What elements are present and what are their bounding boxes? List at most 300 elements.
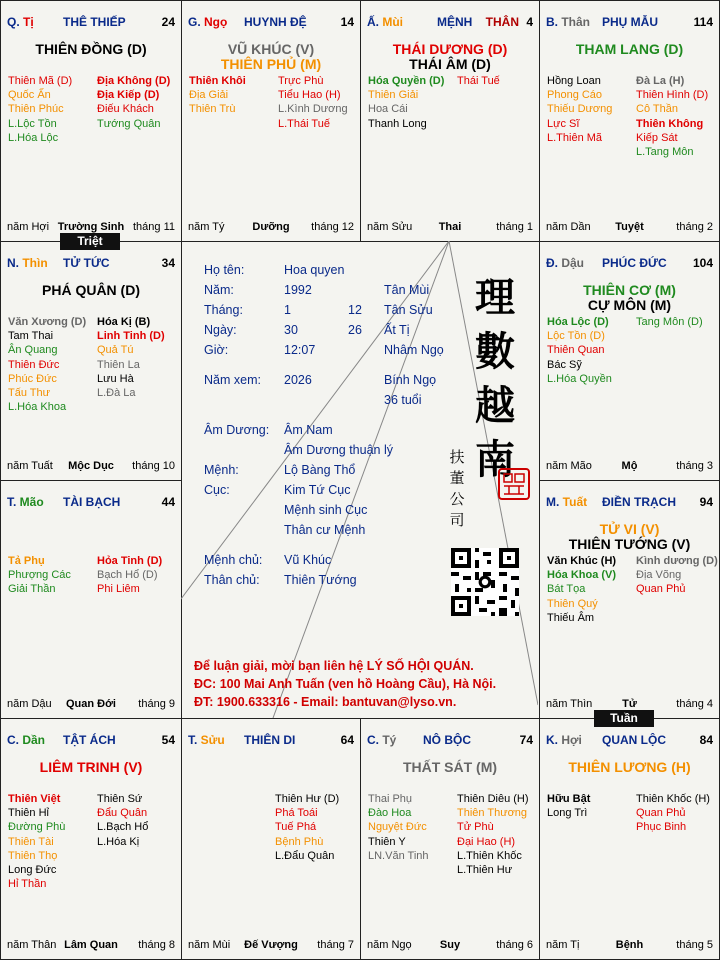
palace-name: QUAN LỘC xyxy=(602,733,666,747)
palace-chi: Hợi xyxy=(561,733,582,747)
minor-star: Giải Thần xyxy=(8,583,56,596)
truong-sinh-stage: Thai xyxy=(438,221,462,233)
minor-stars-right xyxy=(275,792,339,863)
minor-stars-left xyxy=(8,792,65,891)
minor-stars-left xyxy=(547,315,612,386)
minor-stars-left xyxy=(368,74,444,131)
minor-star: Đường Phù xyxy=(8,821,66,834)
minor-star: Bác Sỹ xyxy=(547,358,582,371)
minor-star: Thiếu Dương xyxy=(547,103,613,116)
palace-cell-suu[interactable] xyxy=(181,718,361,960)
truong-sinh-stage: Tuyệt xyxy=(615,221,644,233)
menh-chu-value: Vũ Khúc xyxy=(284,553,332,567)
minor-star: Phúc Đức xyxy=(8,372,57,385)
nam-xem-label: Năm xem: xyxy=(204,373,261,387)
nguyet-han-month: tháng 7 xyxy=(317,939,354,951)
minor-star: Hóa Khoa (V) xyxy=(547,569,617,582)
minor-star: Thiên Sứ xyxy=(97,793,143,805)
minor-stars-left xyxy=(368,792,429,863)
triet-tag: Triệt xyxy=(60,233,120,250)
palace-cell-hoi[interactable] xyxy=(539,718,720,960)
minor-star: L.Hóa Khoa xyxy=(8,401,67,414)
minor-star: Quan Phủ xyxy=(636,807,686,820)
palace-footer xyxy=(546,460,713,474)
minor-star: Kiếp Sát xyxy=(636,131,678,144)
minor-star: Thiên La xyxy=(97,358,140,371)
palace-dai-han-number: 4 xyxy=(526,15,533,29)
palace-can: C. xyxy=(7,733,23,747)
minor-star: Phượng Các xyxy=(8,569,71,582)
palace-chi: Thân xyxy=(561,15,591,29)
minor-star: Thiên Tài xyxy=(8,835,54,848)
minor-star: L.Đẩu Quân xyxy=(275,849,335,862)
minor-star: LN.Văn Tinh xyxy=(368,849,429,862)
palace-name: HUYNH ĐỆ xyxy=(244,15,307,29)
palace-can: C. xyxy=(367,733,383,747)
palace-dai-han-number: 94 xyxy=(699,495,713,509)
ngay-label: Ngày: xyxy=(204,323,237,337)
minor-star: Thiên Đức xyxy=(8,358,60,371)
major-star: PHÁ QUÂN (D) xyxy=(42,282,140,298)
minor-star: Thiên Phúc xyxy=(8,103,64,116)
palace-name: NÔ BỘC xyxy=(423,733,471,747)
minor-star: L.Lộc Tồn xyxy=(8,117,57,130)
ngay-value: 30 xyxy=(284,323,298,337)
minor-stars-right xyxy=(457,792,529,877)
tieu-han-year: năm Tị xyxy=(546,939,580,951)
minor-star: Thiên Thương xyxy=(457,807,528,820)
minor-stars-right xyxy=(278,74,348,131)
palace-footer xyxy=(367,939,533,953)
calligraphy-small xyxy=(447,447,467,531)
palace-can: B. xyxy=(546,15,562,29)
minor-stars-right xyxy=(636,74,708,159)
minor-star: L.Đà La xyxy=(97,387,136,400)
nguyet-han-month: tháng 3 xyxy=(676,460,713,472)
palace-footer xyxy=(367,221,533,235)
minor-star: Kình dương (D) xyxy=(636,555,718,567)
tuoi-value: 36 tuổi xyxy=(384,393,422,407)
minor-star: Lộc Tồn (D) xyxy=(547,330,605,343)
palace-dai-han-number: 24 xyxy=(161,15,175,29)
palace-chi: Tý xyxy=(382,733,397,747)
calligraphy-char-3: 越 xyxy=(475,382,515,429)
palace-name: TỬ TỨC xyxy=(63,256,110,270)
calligraphy-small-2: 董 xyxy=(449,469,465,487)
minor-star: Tử Phù xyxy=(457,821,494,834)
contact-line-1: Để luận giải, mời bạn liên hệ LÝ SỐ HỘI QUÁN. xyxy=(194,659,474,673)
minor-star: Tam Thai xyxy=(8,330,54,343)
tieu-han-year: năm Thân xyxy=(7,939,57,951)
minor-star: Hoa Cái xyxy=(368,103,408,116)
thang-value: 1 xyxy=(284,303,291,317)
cuc-relation: Mệnh sinh Cục xyxy=(284,503,368,517)
minor-star: Thiên Quý xyxy=(547,597,598,610)
palace-cell-ty[interactable] xyxy=(0,0,182,242)
palace-can: G. xyxy=(188,15,205,29)
nguyet-han-month: tháng 9 xyxy=(138,698,175,710)
tieu-han-year: năm Mùi xyxy=(188,939,231,951)
minor-stars-left xyxy=(547,74,612,145)
palace-header xyxy=(7,495,175,509)
minor-star: Văn Xương (D) xyxy=(8,316,87,328)
tieu-han-year: năm Ngọ xyxy=(367,939,412,951)
red-seal-stamp xyxy=(498,468,530,500)
palace-can: Q. xyxy=(7,15,24,29)
minor-star: Quả Tú xyxy=(97,344,134,357)
minor-star: Thiên Mã (D) xyxy=(8,75,73,87)
than-chu-value: Thiên Tướng xyxy=(284,573,357,587)
palace-can: M. xyxy=(546,495,563,509)
nguyet-han-month: tháng 8 xyxy=(138,939,175,951)
palace-name: THIÊN DI xyxy=(244,733,296,747)
palace-header xyxy=(7,733,175,747)
palace-header xyxy=(7,256,175,270)
palace-footer xyxy=(7,460,175,474)
minor-stars-right xyxy=(636,792,710,835)
palace-header xyxy=(546,495,713,509)
tieu-han-year: năm Dậu xyxy=(7,698,52,710)
nguyet-han-month: tháng 1 xyxy=(496,221,533,233)
tieu-han-year: năm Dần xyxy=(546,221,591,233)
minor-star: Tang Môn (D) xyxy=(636,316,703,328)
minor-stars-right xyxy=(97,792,148,849)
palace-footer xyxy=(7,698,175,712)
major-star: TỬ VI (V) xyxy=(599,521,660,537)
palace-cell-tuat[interactable] xyxy=(539,480,720,719)
minor-star: L.Hóa Quyền xyxy=(547,372,612,385)
palace-dai-han-number: 114 xyxy=(693,15,713,29)
minor-star: L.Bạch Hổ xyxy=(97,821,149,834)
nam-can-chi: Tân Mùi xyxy=(384,283,430,297)
palace-dai-han-number: 64 xyxy=(340,733,354,747)
center-info-panel xyxy=(181,241,538,718)
minor-star: Phong Cáo xyxy=(547,89,603,102)
major-star: THẤT SÁT (M) xyxy=(402,759,498,775)
palace-dai-han-number: 104 xyxy=(692,256,713,270)
minor-star: Thiếu Âm xyxy=(547,611,595,624)
calligraphy-small-4: 司 xyxy=(449,511,465,529)
major-star: LIÊM TRINH (V) xyxy=(39,759,143,775)
minor-star: Long Đức xyxy=(8,864,57,877)
minor-star: Linh Tinh (D) xyxy=(97,330,165,343)
minor-stars-right xyxy=(636,554,718,597)
am-duong-value: Âm Nam xyxy=(284,423,333,437)
palace-chi: Tuất xyxy=(562,495,588,509)
palace-header xyxy=(367,15,533,29)
minor-stars-left xyxy=(8,554,71,597)
minor-star: Hóa Lộc (D) xyxy=(547,316,609,328)
minor-star: Thiên Hư (D) xyxy=(275,793,340,805)
truong-sinh-stage: Dưỡng xyxy=(252,221,290,233)
major-star: THÁI DƯƠNG (D) xyxy=(392,41,508,57)
minor-star: Lưu Hà xyxy=(97,372,134,385)
minor-star: Thiên Thọ xyxy=(8,849,58,862)
palace-can: Ấ. xyxy=(367,15,383,29)
minor-star: Quốc Ấn xyxy=(8,89,51,102)
palace-chi: Tị xyxy=(23,15,34,29)
nam-xem-value: 2026 xyxy=(284,373,312,387)
minor-star: Long Trì xyxy=(547,807,588,820)
minor-star: Điếu Khách xyxy=(97,103,154,116)
nguyet-han-month: tháng 5 xyxy=(676,939,713,951)
minor-star: Đà La (H) xyxy=(636,75,685,87)
minor-star: Phục Binh xyxy=(636,821,687,834)
minor-star: Nguyệt Đức xyxy=(368,821,427,834)
ngay-can-chi: Ất Tị xyxy=(384,323,410,337)
palace-cell-mui[interactable] xyxy=(360,0,540,242)
palace-can: K. xyxy=(546,733,562,747)
palace-cell-thin[interactable] xyxy=(0,241,182,481)
palace-dai-han-number: 54 xyxy=(161,733,175,747)
ngay-am-value: 26 xyxy=(348,323,362,337)
palace-header xyxy=(188,733,354,747)
minor-star: Thiên Diêu (H) xyxy=(457,793,529,805)
minor-stars-right xyxy=(97,74,170,131)
minor-star: Hữu Bật xyxy=(547,793,591,805)
minor-star: Tấu Thư xyxy=(8,387,51,400)
major-star: THÁI ÂM (D) xyxy=(409,56,491,72)
major-star: THAM LANG (D) xyxy=(575,41,684,57)
minor-star: L.Thiên Hư xyxy=(457,864,513,877)
truong-sinh-stage: Mộ xyxy=(621,460,638,472)
minor-star: Bát Tọa xyxy=(547,583,586,596)
minor-star: L.Tang Môn xyxy=(636,146,694,159)
palace-cell-ty2[interactable] xyxy=(360,718,540,960)
palace-footer xyxy=(546,221,713,235)
palace-chi: Mùi xyxy=(382,15,404,29)
palace-header xyxy=(546,15,713,29)
minor-star: L.Hóa Lộc xyxy=(8,131,59,144)
nguyet-han-month: tháng 11 xyxy=(132,221,175,233)
calligraphy-char-2: 數 xyxy=(475,328,515,375)
minor-star: Thiên Hình (D) xyxy=(636,89,709,102)
minor-star: Hồng Loan xyxy=(547,75,601,87)
truong-sinh-stage: Lâm Quan xyxy=(64,939,118,951)
tieu-han-year: năm Hợi xyxy=(7,221,50,233)
palace-dai-han-number: 84 xyxy=(699,733,713,747)
tuan-tag: Tuần xyxy=(594,710,654,727)
truong-sinh-stage: Bệnh xyxy=(615,939,644,951)
ho-ten-value: Hoa quyen xyxy=(284,263,345,277)
nam-xem-can-chi: Bính Ngọ xyxy=(384,373,437,387)
minor-star: Phá Toái xyxy=(275,807,318,820)
palace-name: THÊ THIẾP xyxy=(63,15,126,29)
minor-star: L.Thiên Mã xyxy=(547,131,603,144)
palace-name: MỆNH xyxy=(437,15,473,29)
palace-header xyxy=(7,15,175,29)
truong-sinh-stage: Suy xyxy=(439,939,461,951)
palace-cell-mao[interactable] xyxy=(0,480,182,719)
contact-line-2: ĐC: 100 Mai Anh Tuấn (ven hồ Hoàng Cầu), Hà Nội. xyxy=(194,677,497,691)
qr-code xyxy=(451,548,519,616)
palace-dai-han-number: 14 xyxy=(340,15,354,29)
minor-star: Trực Phù xyxy=(278,75,324,87)
major-star: THIÊN CƠ (M) xyxy=(583,282,676,298)
tieu-han-year: năm Sửu xyxy=(367,221,413,233)
truong-sinh-stage: Quan Đới xyxy=(66,698,116,710)
am-duong-ly: Âm Dương thuận lý xyxy=(284,443,393,457)
palace-header xyxy=(367,733,533,747)
tieu-han-year: năm Tý xyxy=(188,221,225,233)
palace-dai-han-number: 44 xyxy=(161,495,175,509)
minor-star: Thiên Giải xyxy=(368,89,419,102)
minor-star: Bạch Hổ (D) xyxy=(97,569,158,582)
minor-star: Thiên Việt xyxy=(8,793,61,805)
minor-star: Đẩu Quân xyxy=(97,807,148,820)
palace-dai-han-number: 74 xyxy=(519,733,533,747)
palace-cell-ngo[interactable] xyxy=(181,0,361,242)
palace-footer xyxy=(188,221,354,235)
nguyet-han-month: tháng 10 xyxy=(132,460,175,472)
minor-star: Bệnh Phù xyxy=(275,835,324,848)
minor-star: Tuế Phá xyxy=(275,821,317,834)
major-star: THIÊN PHỦ (M) xyxy=(220,56,322,72)
major-star: VŨ KHÚC (V) xyxy=(227,41,315,57)
palace-can: Đ. xyxy=(546,256,562,270)
palace-footer xyxy=(546,939,713,953)
minor-star: Thanh Long xyxy=(368,117,427,130)
calligraphy-big xyxy=(469,271,521,487)
palace-chi: Mão xyxy=(19,495,44,509)
palace-footer xyxy=(7,939,175,953)
nam-value: 1992 xyxy=(284,283,312,297)
minor-star: Địa Giải xyxy=(189,89,229,102)
minor-star: Cô Thần xyxy=(636,103,678,116)
major-star: THIÊN TƯỚNG (V) xyxy=(568,536,691,552)
minor-star: Thiên Không xyxy=(636,117,704,130)
than-chu-label: Thân chủ: xyxy=(204,573,260,587)
minor-stars-right xyxy=(97,315,165,400)
nguyet-han-month: tháng 4 xyxy=(676,698,713,710)
minor-star: Quan Phủ xyxy=(636,583,686,596)
minor-star: Tướng Quân xyxy=(97,117,161,130)
menh-label: Mệnh: xyxy=(204,463,239,477)
minor-star: Hóa Quyền (D) xyxy=(368,75,445,87)
minor-stars-left xyxy=(547,554,616,625)
minor-star: Lực Sĩ xyxy=(547,117,580,130)
truong-sinh-stage: Tử xyxy=(622,698,637,710)
palace-header xyxy=(188,15,354,29)
truong-sinh-stage: Mộc Dục xyxy=(68,460,114,472)
palace-can: T. xyxy=(188,733,201,747)
menh-chu-label: Mệnh chủ: xyxy=(204,553,263,567)
tieu-han-year: năm Thìn xyxy=(546,698,593,710)
minor-star: Thiên Khốc (H) xyxy=(636,793,710,805)
palace-header xyxy=(546,733,713,747)
palace-footer xyxy=(188,939,354,953)
minor-stars-right xyxy=(457,74,500,88)
than-cu-menh: Thân cư Mệnh xyxy=(284,523,366,537)
calligraphy-small-3: 公 xyxy=(449,490,465,508)
palace-chi: Thìn xyxy=(22,256,48,270)
cuc-label: Cục: xyxy=(204,483,230,497)
cuc-value: Kim Tứ Cục xyxy=(284,483,351,497)
minor-star: Thai Phụ xyxy=(368,793,413,805)
minor-stars-left xyxy=(189,74,246,117)
minor-star: Văn Khúc (H) xyxy=(547,555,617,567)
palace-can: T. xyxy=(7,495,20,509)
ho-ten-label: Họ tên: xyxy=(204,263,245,277)
minor-star: Địa Không (D) xyxy=(97,75,171,87)
palace-cell-dan[interactable] xyxy=(0,718,182,960)
nguyet-han-month: tháng 2 xyxy=(676,221,713,233)
palace-chi: Sửu xyxy=(200,733,225,747)
truong-sinh-stage: Đế Vượng xyxy=(244,939,298,951)
palace-name: ĐIỀN TRẠCH xyxy=(602,495,676,509)
minor-star: L.Hóa Kị xyxy=(97,835,140,848)
contact-line-3: ĐT: 1900.633316 - Email: bantuvan@lyso.vn. xyxy=(194,695,457,709)
palace-header xyxy=(546,256,713,270)
calligraphy-small-1: 扶 xyxy=(449,448,465,466)
palace-name: TẬT ÁCH xyxy=(63,733,116,747)
palace-cell-dau[interactable] xyxy=(539,241,720,481)
thang-label: Tháng: xyxy=(204,303,243,317)
minor-star: Hỏa Tinh (D) xyxy=(97,555,163,567)
minor-star: L.Kình Dương xyxy=(278,103,348,116)
minor-star: Hóa Kị (B) xyxy=(97,316,151,328)
minor-star: Tả Phụ xyxy=(8,555,45,567)
palace-cell-than[interactable] xyxy=(539,0,720,242)
tieu-han-year: năm Mão xyxy=(546,460,592,472)
thang-can-chi: Tân Sửu xyxy=(384,303,433,317)
minor-star: L.Thiên Khốc xyxy=(457,849,522,862)
menh-value: Lộ Bàng Thổ xyxy=(284,463,356,477)
minor-star: Tiểu Hao (H) xyxy=(278,89,341,102)
tieu-han-year: năm Tuất xyxy=(7,460,53,472)
gio-label: Giờ: xyxy=(204,343,229,357)
palace-dai-han-number: 34 xyxy=(161,256,175,270)
nam-label: Năm: xyxy=(204,283,234,297)
minor-star: L.Thái Tuế xyxy=(278,117,330,130)
palace-chi: Dần xyxy=(22,733,46,747)
calligraphy-char-1: 理 xyxy=(475,274,515,321)
thang-am-value: 12 xyxy=(348,303,362,317)
minor-stars-right xyxy=(97,554,162,597)
palace-chi: Ngọ xyxy=(204,15,228,29)
gio-can-chi: Nhâm Ngọ xyxy=(384,343,444,357)
than-marker: THÂN xyxy=(485,15,519,29)
palace-name: TÀI BẠCH xyxy=(63,495,121,509)
minor-star: Thiên Khôi xyxy=(189,75,246,87)
minor-stars-left xyxy=(547,792,590,820)
major-star: THIÊN LƯƠNG (H) xyxy=(568,759,691,775)
minor-stars-right xyxy=(636,315,703,329)
minor-star: Thiên Hỉ xyxy=(8,807,49,820)
minor-star: Đào Hoa xyxy=(368,807,412,820)
minor-stars-left xyxy=(8,74,72,145)
nguyet-han-month: tháng 12 xyxy=(311,221,354,233)
nguyet-han-month: tháng 6 xyxy=(496,939,533,951)
minor-star: Địa Võng xyxy=(636,569,682,582)
palace-chi: Dậu xyxy=(561,256,585,270)
minor-star: Thiên Y xyxy=(368,835,406,848)
minor-star: Đại Hao (H) xyxy=(457,835,516,848)
major-star: CỰ MÔN (M) xyxy=(587,297,672,313)
palace-name: PHÚC ĐỨC xyxy=(602,256,667,270)
minor-star: Hỉ Thần xyxy=(8,878,47,891)
minor-stars-left xyxy=(8,315,86,414)
gio-value: 12:07 xyxy=(284,343,316,357)
minor-star: Thiên Quan xyxy=(547,344,605,357)
truong-sinh-stage: Trường Sinh xyxy=(57,221,125,233)
calligraphy-char-4: 南 xyxy=(475,436,515,483)
minor-star: Thái Tuế xyxy=(457,75,500,87)
major-star: THIÊN ĐỒNG (D) xyxy=(35,41,147,57)
palace-can: N. xyxy=(7,256,23,270)
minor-star: Phi Liêm xyxy=(97,583,140,596)
minor-star: Thiên Trù xyxy=(189,103,236,116)
